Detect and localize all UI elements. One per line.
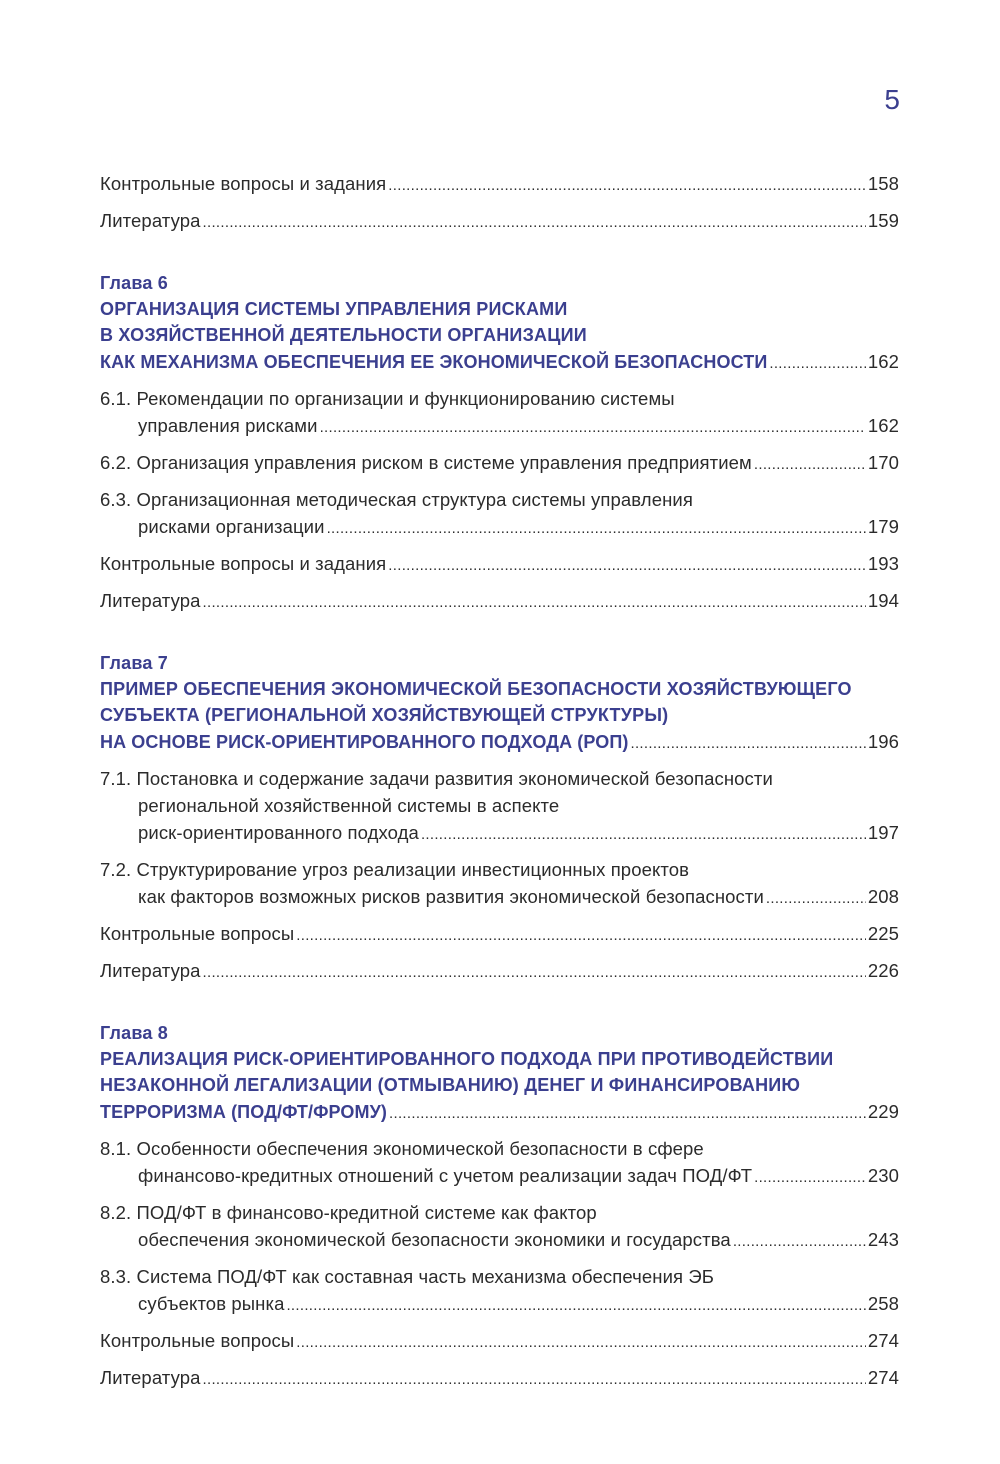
toc-entry[interactable]: [100, 957, 899, 986]
section-title-line: управления рисками: [138, 415, 318, 436]
chapter-page: 162: [867, 351, 899, 372]
chapter-block: [100, 1020, 899, 1393]
section-title-line: рисками организации: [138, 516, 325, 537]
chapter-label: Глава 6: [100, 273, 169, 293]
chapter-title-line: КАК МЕХАНИЗМА ОБЕСПЕЧЕНИЯ ЕЕ ЭКОНОМИЧЕСКОЙ БЕЗОПАСНОСТИ: [100, 352, 768, 372]
section-page: 243: [867, 1229, 899, 1250]
section-entry[interactable]: [100, 1199, 899, 1255]
chapter-page: 229: [867, 1101, 899, 1122]
toc-entry-text: Контрольные вопросы: [100, 923, 295, 944]
chapter-block: [100, 650, 899, 986]
section-entry[interactable]: [100, 1263, 899, 1319]
toc-entry-text: Литература: [100, 960, 201, 981]
section-entry[interactable]: [100, 385, 899, 441]
toc-entry-page: 274: [867, 1330, 899, 1351]
toc-entry-page: 159: [867, 210, 899, 231]
page-number: 5: [884, 84, 900, 115]
toc-entry-text: Контрольные вопросы и задания: [100, 553, 387, 574]
leader-dots: [203, 1364, 866, 1393]
chapter-title-line: НЕЗАКОННОЙ ЛЕГАЛИЗАЦИИ (ОТМЫВАНИЮ) ДЕНЕГ И ФИНАНСИРОВАНИЮ: [100, 1075, 801, 1095]
toc-entry-page: 226: [867, 960, 899, 981]
toc-entry[interactable]: [100, 587, 899, 616]
section-entry[interactable]: [100, 486, 899, 542]
toc-intro-block: [100, 170, 899, 236]
section-title-line: обеспечения экономической безопасности экономики и государства: [138, 1229, 731, 1250]
toc-entry[interactable]: [100, 170, 899, 199]
chapter-title-line: ОРГАНИЗАЦИЯ СИСТЕМЫ УПРАВЛЕНИЯ РИСКАМИ: [100, 299, 568, 319]
leader-dots: [766, 883, 866, 912]
chapter-label: Глава 7: [100, 653, 169, 673]
leader-dots: [327, 513, 866, 542]
table-of-contents: [100, 170, 899, 1427]
leader-dots: [320, 412, 866, 441]
leader-dots: [203, 957, 866, 986]
leader-dots: [389, 1099, 866, 1127]
chapter-title-entry[interactable]: [100, 1098, 899, 1127]
section-page: 258: [867, 1293, 899, 1314]
section-page: 170: [867, 452, 899, 473]
leader-dots: [203, 587, 866, 616]
toc-entry-text: Контрольные вопросы и задания: [100, 173, 387, 194]
chapter-label: Глава 8: [100, 1023, 169, 1043]
section-page: 197: [867, 822, 899, 843]
section-title-line: как факторов возможных рисков развития экономической безопасности: [138, 886, 764, 907]
section-entry[interactable]: [100, 1135, 899, 1191]
chapter-title-entry[interactable]: [100, 728, 899, 757]
chapter-title-entry[interactable]: [100, 348, 899, 377]
toc-entry-page: 225: [867, 923, 899, 944]
toc-entry-page: 193: [867, 553, 899, 574]
toc-entry[interactable]: [100, 550, 899, 579]
section-title-line: 8.1. Особенности обеспечения экономической безопасности в сфере: [100, 1138, 704, 1159]
toc-entry[interactable]: [100, 920, 899, 949]
leader-dots: [754, 449, 866, 478]
section-title-line: субъектов рынка: [138, 1293, 285, 1314]
section-page: 230: [867, 1165, 899, 1186]
toc-entry-text: Контрольные вопросы: [100, 1330, 295, 1351]
chapter-block: [100, 270, 899, 616]
section-title-line: региональной хозяйственной системы в аспекте: [138, 795, 560, 816]
section-entry[interactable]: [100, 449, 899, 478]
chapter-title-line: СУБЪЕКТА (РЕГИОНАЛЬНОЙ ХОЗЯЙСТВУЮЩЕЙ СТРУКТУРЫ): [100, 705, 669, 725]
chapter-page: 196: [867, 731, 899, 752]
toc-entry-page: 158: [867, 173, 899, 194]
toc-entry-text: Литература: [100, 210, 201, 231]
toc-entry-page: 194: [867, 590, 899, 611]
toc-entry-text: Литература: [100, 1367, 201, 1388]
section-entry[interactable]: [100, 856, 899, 912]
chapter-title-line: ТЕРРОРИЗМА (ПОД/ФТ/ФРОМУ): [100, 1102, 388, 1122]
section-title-line: 6.2. Организация управления риском в системе управления предприятием: [100, 452, 752, 473]
toc-entry[interactable]: [100, 1327, 899, 1356]
toc-entry-text: Литература: [100, 590, 201, 611]
section-entry[interactable]: [100, 765, 899, 848]
section-title-line: 7.1. Постановка и содержание задачи развития экономической безопасности: [100, 768, 773, 789]
leader-dots: [296, 1327, 866, 1356]
leader-dots: [286, 1290, 865, 1319]
leader-dots: [203, 207, 866, 236]
section-page: 162: [867, 415, 899, 436]
leader-dots: [769, 349, 865, 377]
section-title-line: 7.2. Структурирование угроз реализации инвестиционных проектов: [100, 859, 690, 880]
leader-dots: [631, 729, 866, 757]
chapter-title-line: РЕАЛИЗАЦИЯ РИСК-ОРИЕНТИРОВАННОГО ПОДХОДА ПРИ ПРОТИВОДЕЙСТВИИ: [100, 1049, 834, 1069]
leader-dots: [296, 920, 866, 949]
section-title-line: риск-ориентированного подхода: [138, 822, 419, 843]
section-title-line: 8.2. ПОД/ФТ в финансово-кредитной системе как фактор: [100, 1202, 597, 1223]
section-page: 208: [867, 886, 899, 907]
chapter-title-line: НА ОСНОВЕ РИСК-ОРИЕНТИРОВАННОГО ПОДХОДА (РОП): [100, 732, 629, 752]
leader-dots: [421, 819, 866, 848]
leader-dots: [388, 170, 866, 199]
leader-dots: [754, 1162, 866, 1191]
leader-dots: [733, 1226, 866, 1255]
toc-entry[interactable]: [100, 1364, 899, 1393]
section-title-line: финансово-кредитных отношений с учетом реализации задач ПОД/ФТ: [138, 1165, 753, 1186]
section-title-line: 6.3. Организационная методическая структура системы управления: [100, 489, 693, 510]
leader-dots: [388, 550, 866, 579]
chapter-title-line: ПРИМЕР ОБЕСПЕЧЕНИЯ ЭКОНОМИЧЕСКОЙ БЕЗОПАСНОСТИ ХОЗЯЙСТВУЮЩЕГО: [100, 679, 852, 699]
toc-entry-page: 274: [867, 1367, 899, 1388]
toc-entry[interactable]: [100, 207, 899, 236]
section-page: 179: [867, 516, 899, 537]
section-title-line: 6.1. Рекомендации по организации и функционированию системы: [100, 388, 675, 409]
chapter-title-line: В ХОЗЯЙСТВЕННОЙ ДЕЯТЕЛЬНОСТИ ОРГАНИЗАЦИИ: [100, 325, 587, 345]
section-title-line: 8.3. Система ПОД/ФТ как составная часть механизма обеспечения ЭБ: [100, 1266, 715, 1287]
